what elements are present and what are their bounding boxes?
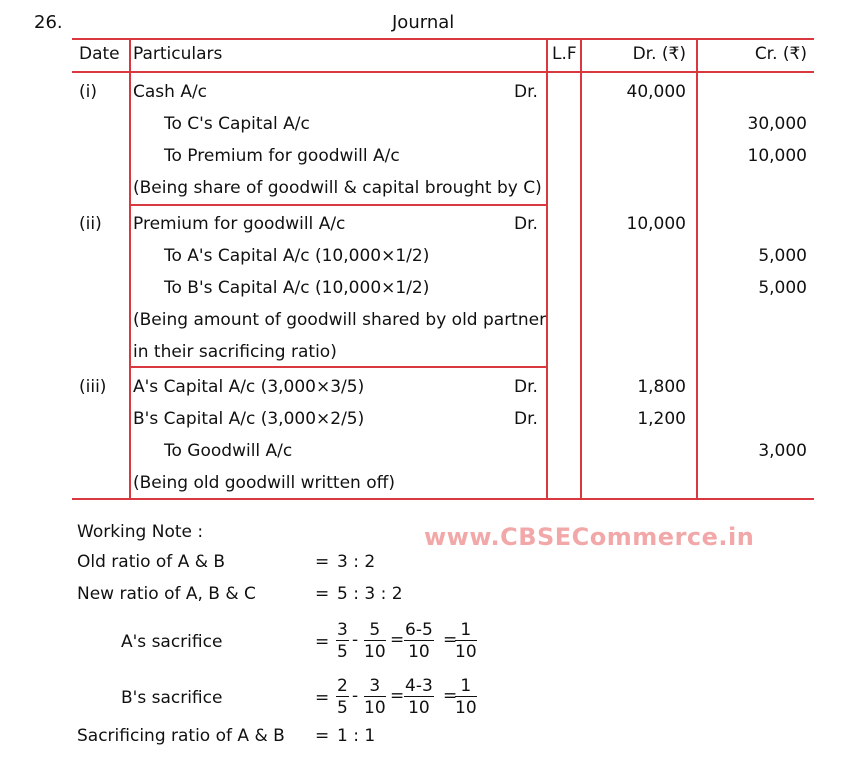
fraction [364,620,386,663]
sacrificing-ratio-value: 1 : 1 [337,726,376,746]
dr-amount: 1,800 [637,377,686,397]
cr-amount: 3,000 [758,441,807,461]
fraction [404,676,434,719]
operator: = [443,630,458,650]
fraction [455,676,477,719]
entry-line-text: Premium for goodwill A/c [133,214,346,234]
operator: = [390,630,405,650]
new-ratio-eq: = [315,584,330,604]
numerator: 1 [455,676,477,697]
denominator: 10 [364,642,386,662]
particulars-column-divider [546,38,548,500]
entry-line-text: Cash A/c [133,82,208,102]
cr-amount: 10,000 [747,146,807,166]
header-cr: Cr. (₹) [754,44,807,64]
dr-amount: 1,200 [637,409,686,429]
entry-line-text: To B's Capital A/c (10,000×1/2) [164,278,430,298]
new-ratio-value: 5 : 3 : 2 [337,584,403,604]
operator: = [390,686,405,706]
operator: - [352,630,359,650]
entry-line-text: B's Capital A/c (3,000×2/5) [133,409,365,429]
cr-amount: 30,000 [747,114,807,134]
new-ratio-label: New ratio of A, B & C [77,584,256,604]
entry-line-text: A's Capital A/c (3,000×3/5) [133,377,365,397]
entry-1-separator [129,204,548,206]
numerator: 2 [337,676,348,696]
b-sacrifice-eq: = [315,688,330,708]
denominator: 10 [455,642,477,662]
header-lf: L.F [552,44,577,64]
header-bottom-border [72,71,814,73]
dr-amount: 10,000 [626,214,686,234]
cr-amount: 5,000 [758,246,807,266]
narration: (Being amount of goodwill shared by old partner [133,310,547,330]
header-particulars: Particulars [133,44,223,64]
entry-date: (ii) [79,214,102,234]
cr-amount: 5,000 [758,278,807,298]
dr-amount: 40,000 [626,82,686,102]
question-number: 26. [34,12,63,33]
dr-column-divider [696,38,698,500]
lf-column-divider [580,38,582,500]
numerator: 3 [337,620,348,640]
fraction [404,620,434,663]
entry-line-text: To Premium for goodwill A/c [164,146,400,166]
narration: in their sacrificing ratio) [133,342,337,362]
date-column-divider [129,38,131,500]
fraction [364,676,386,719]
entry-date: (i) [79,82,97,102]
old-ratio-eq: = [315,552,330,572]
old-ratio-value: 3 : 2 [337,552,376,572]
entry-line-text: To Goodwill A/c [164,441,293,461]
sacrificing-ratio-label: Sacrificing ratio of A & B [77,726,285,746]
denominator: 10 [408,642,430,662]
a-sacrifice-eq: = [315,632,330,652]
fraction [336,620,349,663]
narration: (Being share of goodwill & capital brought by C) [133,178,542,198]
numerator: 5 [364,620,386,641]
journal-table [72,38,814,500]
denominator: 10 [364,698,386,718]
old-ratio-label: Old ratio of A & B [77,552,226,572]
denominator: 10 [408,698,430,718]
denominator: 5 [337,698,348,718]
header-date: Date [79,44,120,64]
dr-mark: Dr. [514,214,538,234]
operator: - [352,686,359,706]
entry-date: (iii) [79,377,107,397]
journal-title: Journal [392,12,455,33]
numerator: 3 [364,676,386,697]
numerator: 6-5 [405,620,433,640]
fraction [455,620,477,663]
denominator: 5 [337,642,348,662]
table-bottom-border [72,498,814,500]
operator: = [443,686,458,706]
numerator: 4-3 [405,676,433,696]
working-note-heading: Working Note : [77,522,204,542]
entry-line-text: To A's Capital A/c (10,000×1/2) [164,246,430,266]
dr-mark: Dr. [514,377,538,397]
dr-mark: Dr. [514,82,538,102]
numerator: 1 [455,620,477,641]
denominator: 10 [455,698,477,718]
entry-line-text: To C's Capital A/c [164,114,310,134]
entry-2-separator [129,366,548,368]
b-sacrifice-label: B's sacrifice [121,688,223,708]
watermark: www.CBSECommerce.in [424,523,755,551]
fraction [336,676,349,719]
a-sacrifice-label: A's sacrifice [121,632,223,652]
dr-mark: Dr. [514,409,538,429]
narration: (Being old goodwill written off) [133,473,395,493]
sacrificing-ratio-eq: = [315,726,330,746]
header-dr: Dr. (₹) [632,44,686,64]
